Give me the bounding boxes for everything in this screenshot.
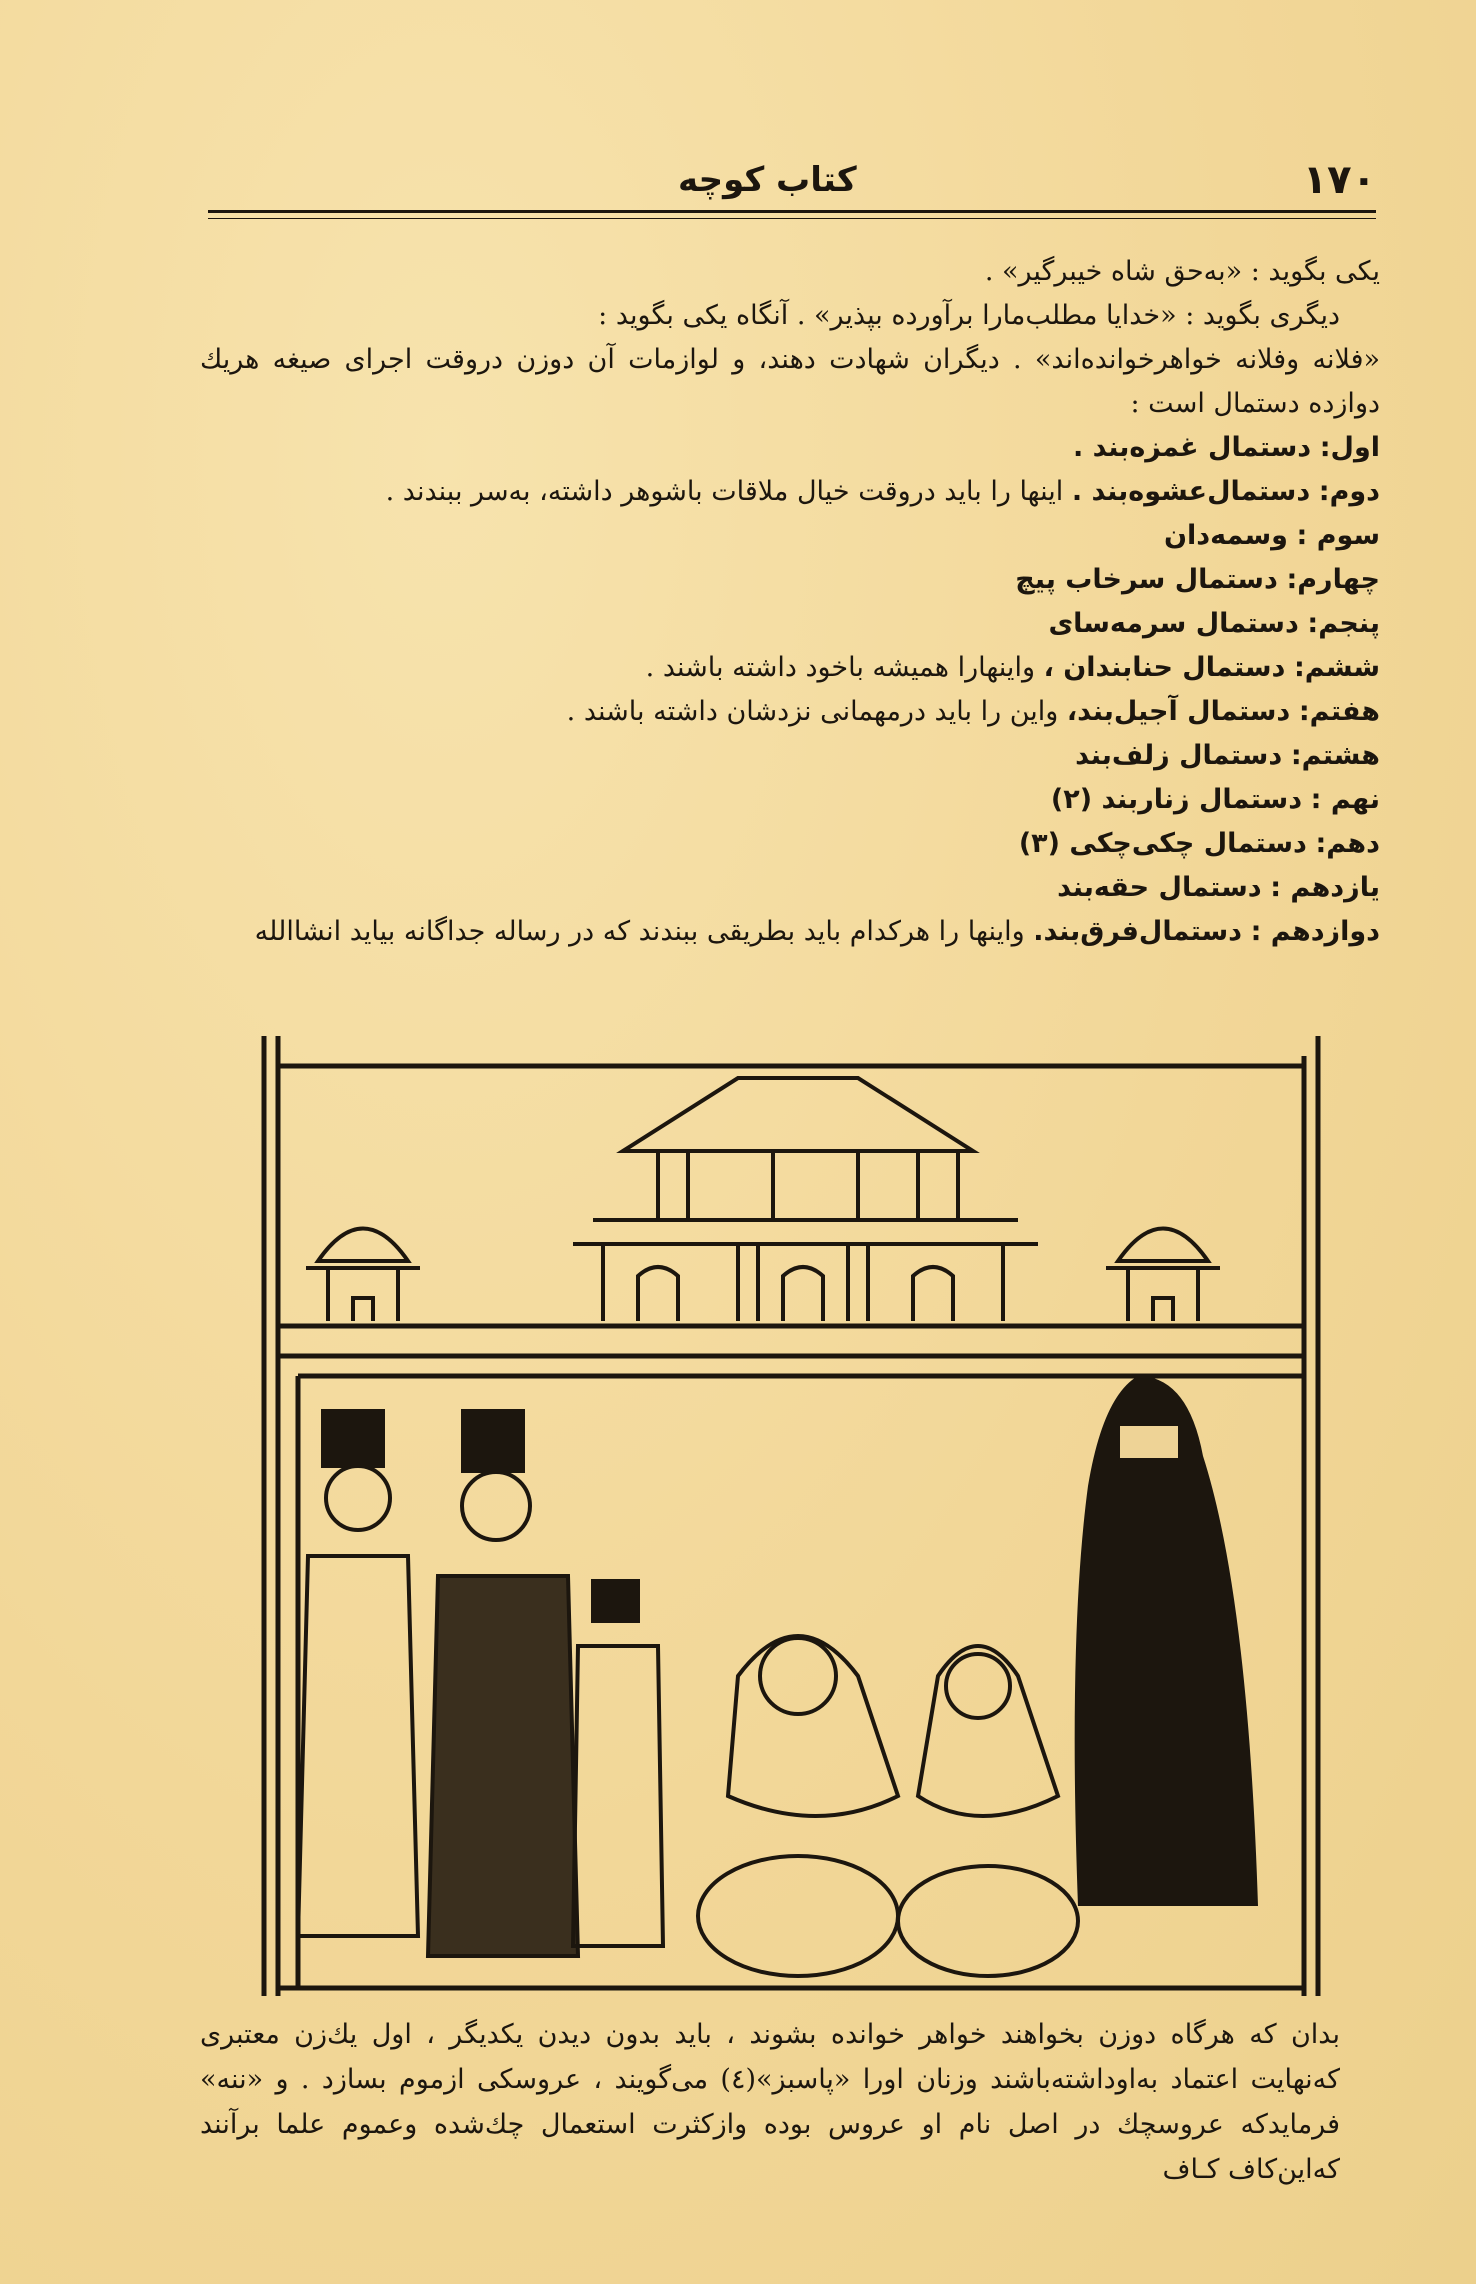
list-item — [200, 866, 1380, 910]
item-label: سوم : — [1296, 520, 1380, 551]
intro-line: یکی بگوید : «به‌حق شاه خیبرگیر» . — [984, 256, 1380, 287]
item-text: دستمال سرمه‌سای — [1048, 608, 1299, 639]
standing-men-figures — [298, 1411, 663, 1956]
item-label: یازدهم : — [1270, 872, 1380, 903]
list-item — [200, 470, 1380, 514]
list-item — [200, 690, 1380, 734]
item-text: دستمال غمزه‌بند . — [1072, 432, 1312, 463]
item-label: دوازدهم : — [1250, 916, 1380, 947]
item-text: دستمال زناربند (۲) — [1050, 784, 1303, 815]
list-item — [200, 734, 1380, 778]
item-text: دستمال آجیل‌بند، — [1066, 696, 1291, 727]
list-item — [200, 778, 1380, 822]
list-item — [200, 822, 1380, 866]
item-rest: اینها را باید دروقت خیال ملاقات باشوهر داشته، به‌سر ببندند . — [385, 476, 1064, 507]
list-item — [200, 558, 1380, 602]
item-label: هفتم: — [1298, 696, 1380, 727]
item-label: پنجم: — [1307, 608, 1380, 639]
header-rule — [208, 210, 1376, 213]
item-text: دستمال حنابندان ، — [1043, 652, 1286, 683]
illustration-drawing — [258, 1036, 1328, 1996]
closing-paragraph — [200, 2012, 1380, 2192]
item-text: دستمال‌عشوه‌بند . — [1071, 476, 1311, 507]
item-label: هشتم: — [1290, 740, 1380, 771]
item-rest: واین را باید درمهمانی نزدشان داشته باشند . — [566, 696, 1059, 727]
running-title: کتاب کوچه — [678, 160, 857, 200]
item-text: وسمه‌دان — [1163, 520, 1288, 551]
list-item — [200, 602, 1380, 646]
item-label: اول: — [1319, 432, 1380, 463]
list-item — [200, 514, 1380, 558]
item-rest: واینهارا همیشه باخود داشته باشند . — [645, 652, 1035, 683]
header-rule-thin — [208, 218, 1376, 219]
intro-line: «فلانه وفلانه خواهرخوانده‌اند» . دیگران شهادت دهند، و لوازمات آن دوزن دروقت اجرای صیغه هریك دوازده دستمال است : — [200, 344, 1380, 419]
veiled-woman-figure — [1075, 1376, 1258, 1906]
closing-text: بدان که هرگاه دوزن بخواهند خواهر خوانده بشوند ، باید بدون دیدن یکدیگر ، اول یك‌زن معتبری که‌نهایت اعتماد به‌اوداشته‌باشند وزنان اورا «پاسبز»(٤) می‌گویند ، عروسکی ازموم بسازد . و «ننه» فرمایدکه عروسچك در اصل نام او عروس بوده وازکثرت استعمال چك‌شده وعموم علما برآنند که‌این‌کاف کـاف — [200, 2019, 1340, 2185]
item-label: دوم: — [1318, 476, 1380, 507]
pavilion-icon — [573, 1078, 1038, 1321]
item-label: چهارم: — [1286, 564, 1380, 595]
intro-text — [200, 250, 1380, 426]
engraving-illustration — [258, 1036, 1328, 1996]
item-text: دستمال‌فرق‌بند. — [1033, 916, 1243, 947]
list-item — [200, 646, 1380, 690]
item-text: دستمال سرخاب پیچ — [1015, 564, 1278, 595]
seated-women-figures — [698, 1636, 1078, 1976]
item-text: دستمال حقه‌بند — [1057, 872, 1262, 903]
page-number: ۱۷۰ — [1302, 157, 1376, 203]
item-label: ششم: — [1294, 652, 1380, 683]
item-label: دهم: — [1315, 828, 1380, 859]
intro-line: دیگری بگوید : «خدایا مطلب‌مارا برآورده بپذیر» . آنگاه یکی بگوید : — [598, 300, 1340, 331]
item-text: دستمال چکی‌چکی (۳) — [1018, 828, 1307, 859]
list-item — [200, 426, 1380, 470]
list-item — [200, 910, 1380, 954]
page-header — [208, 150, 1376, 210]
handkerchief-list — [200, 426, 1380, 954]
item-label: نهم : — [1310, 784, 1380, 815]
item-text: دستمال زلف‌بند — [1075, 740, 1283, 771]
item-rest: واینها را هرکدام باید بطریقی ببندند که در رساله جداگانه بیاید انشاالله — [254, 916, 1025, 947]
